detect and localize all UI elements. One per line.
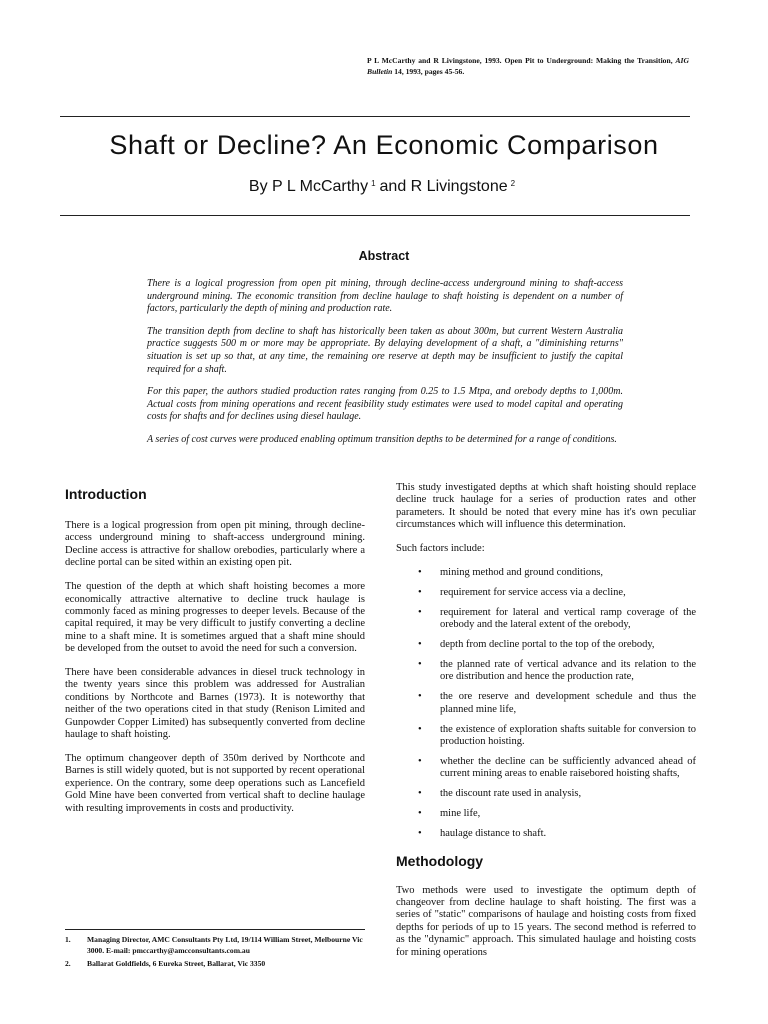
list-item-text: mining method and ground conditions, — [440, 567, 604, 579]
list-item — [418, 607, 696, 632]
list-item-text: requirement for service access via a decline, — [440, 586, 626, 598]
intro-paragraph: There have been considerable advances in diesel truck technology in the twenty years since this problem was addressed for Australian conditions by Northcote and Barnes (1973). It is noteworthy that neither of the two operations cited in that study (Renison Limited and Gunpowder Copper Limited) has subsequently converted from decline haulage to shaft hoisting. — [65, 667, 365, 741]
list-item — [418, 567, 696, 579]
abstract-paragraph: For this paper, the authors studied production rates ranging from 0.25 to 1.5 Mtpa, and orebody depths to 1,000m. Actual costs from mining operations and recent feasibility study estimates were used to model capital and operating costs for shafts and for declines using diesel haulage. — [147, 386, 623, 423]
abstract-paragraph: A series of cost curves were produced enabling optimum transition depths to be determined for a range of conditions. — [147, 433, 617, 445]
list-item — [418, 639, 696, 651]
list-item-text: the planned rate of vertical advance and its relation to the ore distribution and hence the production rate, — [440, 659, 696, 683]
bullet-icon: • — [418, 606, 422, 618]
list-item-text: mine life, — [440, 808, 481, 820]
author-prefix: By P L McCarthy — [248, 178, 369, 195]
footnotes — [65, 935, 367, 973]
abstract-heading: Abstract — [358, 249, 410, 263]
author-conj: and R Livingstone — [379, 178, 508, 195]
list-item — [418, 659, 696, 684]
citation-journal: AIG Bulletin — [367, 56, 689, 76]
abstract-body — [147, 278, 623, 457]
bullet-icon: • — [418, 639, 422, 651]
bullet-icon: • — [418, 586, 422, 598]
list-item — [418, 788, 696, 800]
abstract-paragraph: There is a logical progression from open pit mining, through decline-access underground mining to shaft-access underground mining. The economic transition from decline haulage to shaft hoisting is dependent on a number of factors, particularly the depth of mining and production rate. — [147, 278, 623, 315]
body-paragraph: This study investigated depths at which shaft hoisting should replace decline truck haulage for a series of production rates and other parameters. It should be noted that every mine has it's own peculiar circumstances which will influence this determination. — [396, 482, 696, 531]
list-item-text: the ore reserve and development schedule and thus the planned mine life, — [440, 691, 696, 715]
list-item — [418, 808, 696, 820]
paper-title: Shaft or Decline? An Economic Comparison — [109, 130, 659, 160]
factors-list — [396, 567, 696, 841]
footnote-rule — [65, 929, 365, 930]
bullet-icon: • — [418, 691, 422, 703]
bullet-icon: • — [418, 788, 422, 800]
list-item-text: the existence of exploration shafts suitable for conversion to production hoisting. — [440, 723, 696, 748]
list-item — [418, 724, 696, 749]
bullet-icon: • — [418, 828, 422, 840]
citation-tail: 14, 1993, pages 45-56. — [392, 67, 465, 76]
list-item-text: haulage distance to shaft. — [440, 828, 547, 840]
footnote-number: 1. — [65, 935, 71, 944]
methodology-heading: Methodology — [396, 852, 484, 869]
list-item — [418, 828, 696, 840]
list-item — [418, 691, 696, 716]
abstract-paragraph: The transition depth from decline to shaft has historically been taken as about 300m, but current Western Australia practice suggests 500 m or more may be appropriate. By delaying development of a shaft, a "diminishing returns" situation is set up so that, at any time, the remaining ore reserve at depth may be insufficient to justify the capital required for a shaft. — [147, 325, 623, 375]
author-sup-1: 1 — [371, 179, 376, 188]
bullet-icon: • — [418, 567, 422, 579]
left-column — [65, 482, 365, 827]
list-item — [418, 756, 696, 781]
footnote — [65, 959, 367, 970]
list-item-text: whether the decline can be sufficiently advanced ahead of current mining areas to enable raisebored hoisting shafts, — [440, 756, 696, 780]
author-sup-2: 2 — [510, 179, 516, 188]
footnote-text: Managing Director, AMC Consultants Pty Ltd, 19/114 William Street, Melbourne Vic 3000. E-mail: pmccarthy@amcconsultants.com.au — [87, 935, 363, 955]
bullet-icon: • — [418, 756, 422, 767]
intro-paragraph: There is a logical progression from open pit mining, through decline-access underground mining to shaft-access underground mining. Decline access is attractive for shallow orebodies, particularly where a decline portal can be sited within an existing open pit. — [65, 520, 365, 569]
footnote-text: Ballarat Goldfields, 6 Eureka Street, Ballarat, Vic 3350 — [87, 959, 266, 968]
footnote-number: 2. — [65, 959, 71, 968]
methodology-paragraph: Two methods were used to investigate the optimum depth of changeover from decline haulage to shaft hoisting. The first was a series of "static" comparisons of haulage and hoisting costs from fixed depths for periods of up to 15 years. The second method is referred to as the "dynamic" approach. This simulated haulage and hoisting costs for mining operations — [396, 884, 696, 958]
intro-paragraph: The optimum changeover depth of 350m derived by Northcote and Barnes is still widely quoted, but is not supported by recent operational experience. On the contrary, some deep operations such as Lancefield Gold Mine have been converted from vertical shaft to decline haulage with resulting improvements in costs and productivity. — [65, 753, 365, 814]
introduction-heading: Introduction — [65, 486, 147, 502]
list-item-text: requirement for lateral and vertical ramp coverage of the orebody and the lateral extent of the orebody, — [440, 606, 696, 631]
bullet-icon: • — [418, 723, 422, 735]
bullet-icon: • — [418, 659, 422, 671]
list-item — [418, 587, 696, 599]
title-bottom-rule — [60, 215, 690, 216]
list-item-text: depth from decline portal to the top of the orebody, — [440, 639, 655, 651]
list-item-text: the discount rate used in analysis, — [440, 788, 582, 800]
footnote — [65, 935, 367, 956]
bullet-icon: • — [418, 808, 422, 820]
top-rule — [60, 116, 690, 117]
right-column — [396, 482, 696, 970]
factors-intro: Such factors include: — [396, 543, 485, 555]
intro-paragraph: The question of the depth at which shaft hoisting becomes a more economically attractive alternative to decline truck haulage is commonly faced as mining progresses to deeper levels. Because of the capital required, it may be very difficult to justify converting a decline mine to a shaft mine. It is sometimes argued that a shaft mine should be developed from the outset to avoid the need for such a conversion. — [65, 581, 365, 655]
citation — [367, 55, 689, 77]
author-line — [0, 178, 768, 196]
citation-text: P L McCarthy and R Livingstone, 1993. Open Pit to Underground: Making the Transition, — [367, 56, 676, 65]
